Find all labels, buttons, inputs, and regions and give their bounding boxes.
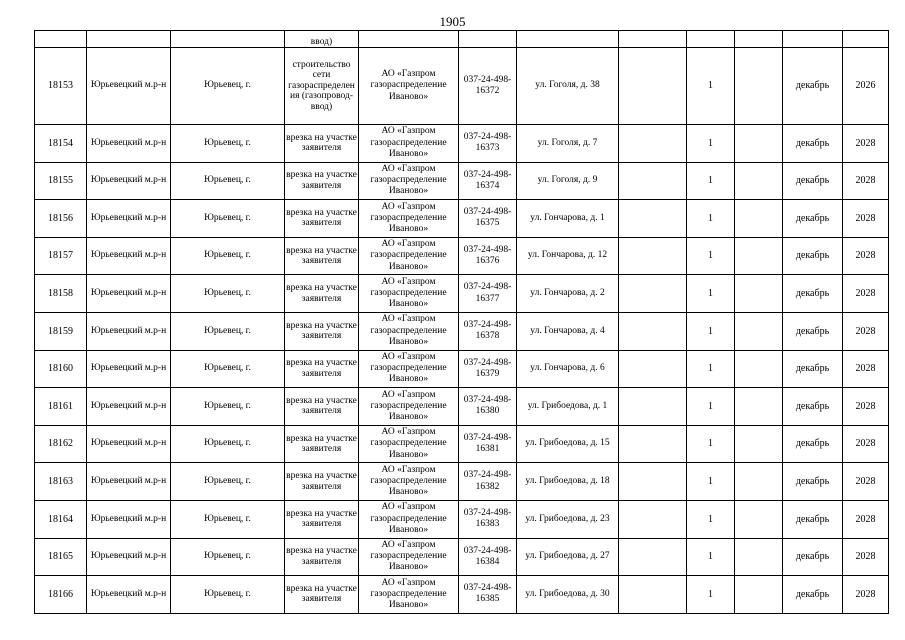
- table-row: [35, 576, 889, 614]
- cell-code: 037-24-498-16382: [459, 463, 517, 501]
- cell-num: 18156: [35, 200, 87, 238]
- cell-city: [171, 31, 285, 48]
- cell-blank: [735, 463, 783, 501]
- table-row: [35, 275, 889, 313]
- cell-district: Юрьевецкий м.р-н: [87, 48, 171, 125]
- cell-blank: [735, 200, 783, 238]
- cell-num: 18163: [35, 463, 87, 501]
- cell-district: Юрьевецкий м.р-н: [87, 237, 171, 275]
- cell-count: 1: [687, 125, 735, 163]
- cell-count-spacer: [619, 388, 687, 426]
- cell-org: АО «Газпром газораспределение Иваново»: [359, 125, 459, 163]
- cell-district: Юрьевецкий м.р-н: [87, 576, 171, 614]
- cell-num: 18160: [35, 350, 87, 388]
- cell-city: Юрьевец, г.: [171, 538, 285, 576]
- cell-count-spacer: [619, 463, 687, 501]
- cell-org: АО «Газпром газораспределение Иваново»: [359, 48, 459, 125]
- cell-org: АО «Газпром газораспределение Иваново»: [359, 463, 459, 501]
- cell-count: [687, 31, 735, 48]
- cell-org: АО «Газпром газораспределение Иваново»: [359, 312, 459, 350]
- cell-num: 18155: [35, 162, 87, 200]
- cell-type: врезка на участке заявителя: [285, 275, 359, 313]
- cell-address: ул. Гоголя, д. 9: [517, 162, 619, 200]
- cell-count-spacer: [619, 275, 687, 313]
- cell-month: декабрь: [783, 576, 843, 614]
- cell-year: 2028: [843, 388, 889, 426]
- gas-connection-table: [34, 30, 889, 614]
- cell-count: 1: [687, 312, 735, 350]
- cell-month: декабрь: [783, 350, 843, 388]
- cell-count: 1: [687, 237, 735, 275]
- cell-org: АО «Газпром газораспределение Иваново»: [359, 162, 459, 200]
- cell-city: Юрьевец, г.: [171, 463, 285, 501]
- cell-address: ул. Грибоедова, д. 18: [517, 463, 619, 501]
- cell-address: ул. Грибоедова, д. 15: [517, 425, 619, 463]
- cell-city: Юрьевец, г.: [171, 312, 285, 350]
- cell-blank: [735, 500, 783, 538]
- cell-year: 2028: [843, 125, 889, 163]
- cell-district: Юрьевецкий м.р-н: [87, 350, 171, 388]
- cell-month: декабрь: [783, 125, 843, 163]
- cell-type: врезка на участке заявителя: [285, 125, 359, 163]
- cell-city: Юрьевец, г.: [171, 388, 285, 426]
- cell-type: врезка на участке заявителя: [285, 500, 359, 538]
- cell-year: [843, 31, 889, 48]
- cell-blank: [735, 576, 783, 614]
- cell-type: врезка на участке заявителя: [285, 538, 359, 576]
- cell-district: Юрьевецкий м.р-н: [87, 275, 171, 313]
- cell-month: декабрь: [783, 463, 843, 501]
- cell-district: Юрьевецкий м.р-н: [87, 312, 171, 350]
- table-row: [35, 48, 889, 125]
- cell-month: декабрь: [783, 48, 843, 125]
- cell-city: Юрьевец, г.: [171, 350, 285, 388]
- cell-num: 18162: [35, 425, 87, 463]
- cell-blank: [735, 350, 783, 388]
- cell-year: 2028: [843, 350, 889, 388]
- cell-code: [459, 31, 517, 48]
- cell-address: ул. Гончарова, д. 12: [517, 237, 619, 275]
- cell-blank: [735, 48, 783, 125]
- cell-month: декабрь: [783, 200, 843, 238]
- cell-type: ввод): [285, 31, 359, 48]
- cell-org: АО «Газпром газораспределение Иваново»: [359, 425, 459, 463]
- cell-code: 037-24-498-16381: [459, 425, 517, 463]
- table-row: [35, 125, 889, 163]
- cell-count: 1: [687, 275, 735, 313]
- cell-address: ул. Гончарова, д. 1: [517, 200, 619, 238]
- cell-year: 2028: [843, 312, 889, 350]
- cell-num: 18159: [35, 312, 87, 350]
- cell-count: 1: [687, 425, 735, 463]
- cell-address: ул. Гоголя, д. 38: [517, 48, 619, 125]
- cell-month: декабрь: [783, 425, 843, 463]
- table-row: [35, 500, 889, 538]
- cell-count-spacer: [619, 425, 687, 463]
- cell-count-spacer: [619, 125, 687, 163]
- cell-month: декабрь: [783, 312, 843, 350]
- cell-year: 2026: [843, 48, 889, 125]
- cell-num: 18157: [35, 237, 87, 275]
- cell-type: врезка на участке заявителя: [285, 200, 359, 238]
- cell-blank: [735, 388, 783, 426]
- cell-code: 037-24-498-16377: [459, 275, 517, 313]
- cell-count: 1: [687, 48, 735, 125]
- continuation-row: [35, 31, 889, 48]
- cell-address: ул. Грибоедова, д. 30: [517, 576, 619, 614]
- cell-code: 037-24-498-16376: [459, 237, 517, 275]
- cell-blank: [735, 312, 783, 350]
- cell-code: 037-24-498-16379: [459, 350, 517, 388]
- cell-count: 1: [687, 388, 735, 426]
- cell-district: [87, 31, 171, 48]
- cell-month: декабрь: [783, 538, 843, 576]
- cell-year: 2028: [843, 576, 889, 614]
- cell-address: ул. Гоголя, д. 7: [517, 125, 619, 163]
- cell-district: Юрьевецкий м.р-н: [87, 162, 171, 200]
- cell-num: 18166: [35, 576, 87, 614]
- table-body: [35, 31, 889, 614]
- cell-year: 2028: [843, 200, 889, 238]
- cell-code: 037-24-498-16385: [459, 576, 517, 614]
- cell-month: декабрь: [783, 237, 843, 275]
- cell-count-spacer: [619, 237, 687, 275]
- cell-year: 2028: [843, 237, 889, 275]
- cell-num: 18158: [35, 275, 87, 313]
- cell-address: ул. Гончарова, д. 2: [517, 275, 619, 313]
- cell-month: декабрь: [783, 500, 843, 538]
- cell-count: 1: [687, 538, 735, 576]
- table-row: [35, 350, 889, 388]
- cell-year: 2028: [843, 275, 889, 313]
- cell-city: Юрьевец, г.: [171, 125, 285, 163]
- cell-count-spacer: [619, 576, 687, 614]
- cell-blank: [735, 425, 783, 463]
- cell-type: врезка на участке заявителя: [285, 425, 359, 463]
- cell-num: 18154: [35, 125, 87, 163]
- cell-address: ул. Гончарова, д. 6: [517, 350, 619, 388]
- table-row: [35, 237, 889, 275]
- cell-district: Юрьевецкий м.р-н: [87, 425, 171, 463]
- cell-count-spacer: [619, 500, 687, 538]
- cell-year: 2028: [843, 538, 889, 576]
- cell-num: 18153: [35, 48, 87, 125]
- cell-code: 037-24-498-16380: [459, 388, 517, 426]
- cell-org: АО «Газпром газораспределение Иваново»: [359, 200, 459, 238]
- cell-org: АО «Газпром газораспределение Иваново»: [359, 350, 459, 388]
- cell-district: Юрьевецкий м.р-н: [87, 538, 171, 576]
- cell-type: врезка на участке заявителя: [285, 463, 359, 501]
- table-row: [35, 538, 889, 576]
- table-row: [35, 463, 889, 501]
- table-row: [35, 388, 889, 426]
- cell-code: 037-24-498-16383: [459, 500, 517, 538]
- cell-count: 1: [687, 350, 735, 388]
- cell-city: Юрьевец, г.: [171, 576, 285, 614]
- cell-year: 2028: [843, 425, 889, 463]
- cell-count: 1: [687, 200, 735, 238]
- cell-count: 1: [687, 162, 735, 200]
- cell-count-spacer: [619, 312, 687, 350]
- cell-address: ул. Гончарова, д. 4: [517, 312, 619, 350]
- page-number: 1905: [439, 14, 466, 29]
- cell-month: декабрь: [783, 388, 843, 426]
- cell-address: ул. Грибоедова, д. 27: [517, 538, 619, 576]
- cell-code: 037-24-498-16384: [459, 538, 517, 576]
- cell-org: [359, 31, 459, 48]
- cell-count: 1: [687, 576, 735, 614]
- table-row: [35, 162, 889, 200]
- cell-city: Юрьевец, г.: [171, 48, 285, 125]
- cell-city: Юрьевец, г.: [171, 200, 285, 238]
- cell-count-spacer: [619, 200, 687, 238]
- cell-city: Юрьевец, г.: [171, 425, 285, 463]
- cell-count-spacer: [619, 538, 687, 576]
- cell-type: врезка на участке заявителя: [285, 237, 359, 275]
- cell-code: 037-24-498-16374: [459, 162, 517, 200]
- cell-district: Юрьевецкий м.р-н: [87, 388, 171, 426]
- cell-city: Юрьевец, г.: [171, 275, 285, 313]
- cell-org: АО «Газпром газораспределение Иваново»: [359, 500, 459, 538]
- cell-blank: [735, 275, 783, 313]
- cell-num: 18161: [35, 388, 87, 426]
- cell-count-spacer: [619, 48, 687, 125]
- cell-code: 037-24-498-16375: [459, 200, 517, 238]
- cell-count: 1: [687, 463, 735, 501]
- cell-code: 037-24-498-16373: [459, 125, 517, 163]
- cell-month: декабрь: [783, 162, 843, 200]
- cell-address: ул. Грибоедова, д. 23: [517, 500, 619, 538]
- cell-code: 037-24-498-16378: [459, 312, 517, 350]
- cell-count: 1: [687, 500, 735, 538]
- cell-count-spacer: [619, 350, 687, 388]
- cell-type: врезка на участке заявителя: [285, 350, 359, 388]
- cell-blank: [735, 237, 783, 275]
- cell-org: АО «Газпром газораспределение Иваново»: [359, 388, 459, 426]
- cell-count-spacer: [619, 162, 687, 200]
- cell-city: Юрьевец, г.: [171, 162, 285, 200]
- cell-count-spacer: [619, 31, 687, 48]
- table-row: [35, 312, 889, 350]
- cell-blank: [735, 162, 783, 200]
- cell-district: Юрьевецкий м.р-н: [87, 463, 171, 501]
- cell-type: врезка на участке заявителя: [285, 388, 359, 426]
- cell-blank: [735, 125, 783, 163]
- cell-type: врезка на участке заявителя: [285, 576, 359, 614]
- cell-month: декабрь: [783, 275, 843, 313]
- cell-year: 2028: [843, 162, 889, 200]
- cell-district: Юрьевецкий м.р-н: [87, 125, 171, 163]
- table-row: [35, 425, 889, 463]
- cell-blank: [735, 538, 783, 576]
- cell-num: [35, 31, 87, 48]
- cell-num: 18165: [35, 538, 87, 576]
- cell-org: АО «Газпром газораспределение Иваново»: [359, 237, 459, 275]
- cell-code: 037-24-498-16372: [459, 48, 517, 125]
- cell-type: врезка на участке заявителя: [285, 312, 359, 350]
- cell-address: ул. Грибоедова, д. 1: [517, 388, 619, 426]
- cell-month: [783, 31, 843, 48]
- cell-blank: [735, 31, 783, 48]
- cell-type: врезка на участке заявителя: [285, 162, 359, 200]
- cell-city: Юрьевец, г.: [171, 237, 285, 275]
- cell-org: АО «Газпром газораспределение Иваново»: [359, 576, 459, 614]
- cell-org: АО «Газпром газораспределение Иваново»: [359, 538, 459, 576]
- cell-year: 2028: [843, 500, 889, 538]
- cell-org: АО «Газпром газораспределение Иваново»: [359, 275, 459, 313]
- cell-type: строительство сети газораспределения (газопровод-ввод): [285, 48, 359, 125]
- cell-num: 18164: [35, 500, 87, 538]
- cell-year: 2028: [843, 463, 889, 501]
- cell-district: Юрьевецкий м.р-н: [87, 500, 171, 538]
- cell-city: Юрьевец, г.: [171, 500, 285, 538]
- cell-address: [517, 31, 619, 48]
- table-row: [35, 200, 889, 238]
- cell-district: Юрьевецкий м.р-н: [87, 200, 171, 238]
